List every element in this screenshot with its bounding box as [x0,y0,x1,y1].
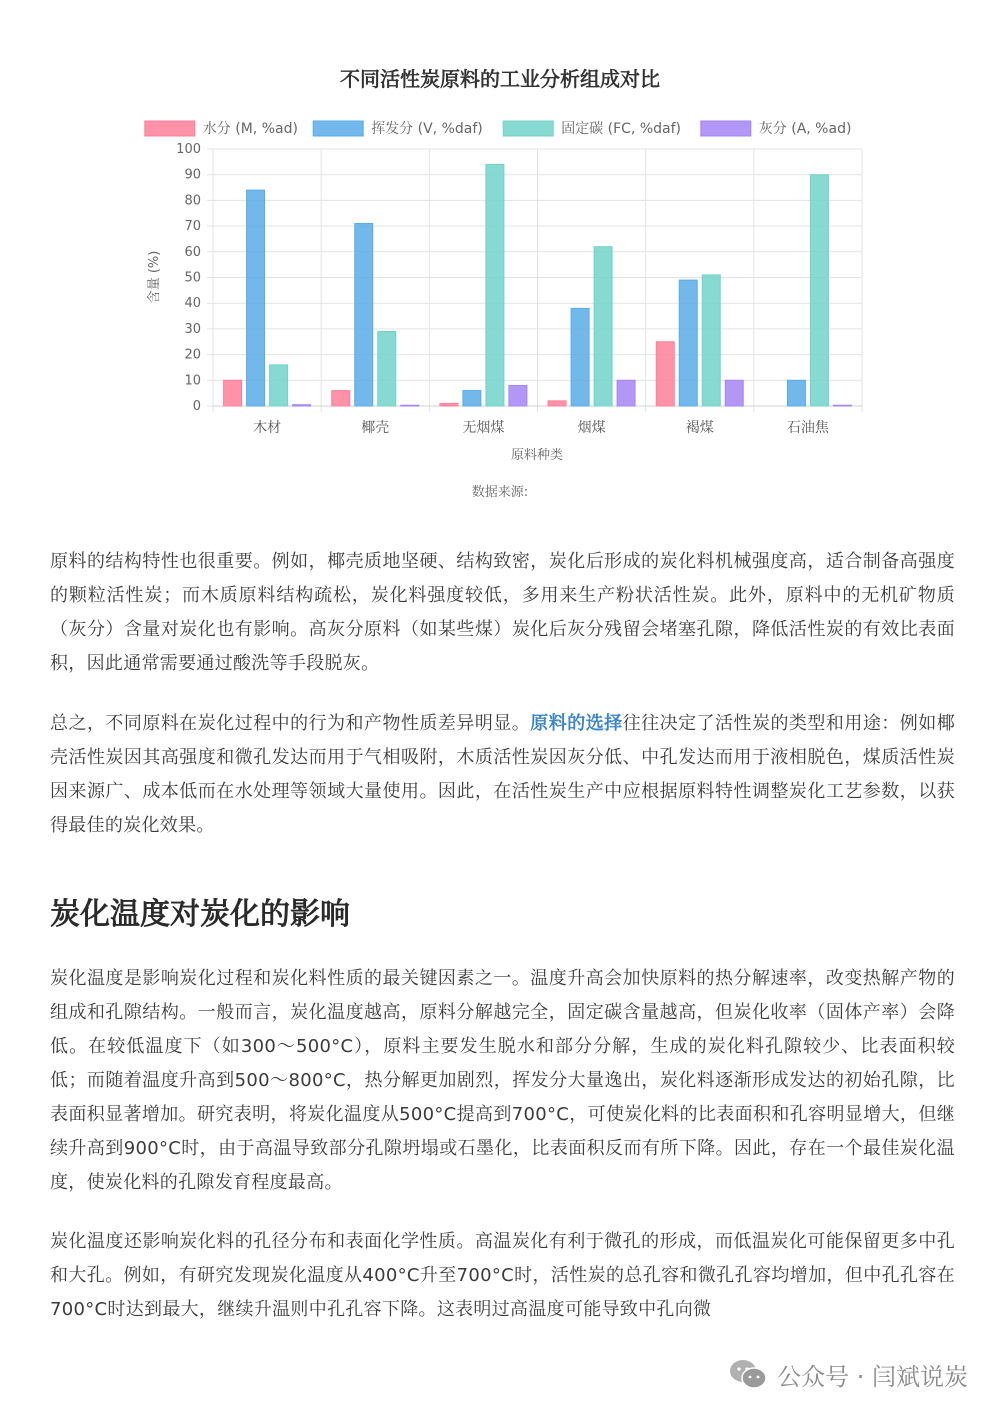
x-tick-label: 石油焦 [786,420,829,436]
bar-0-2 [270,365,288,406]
chart-title: 不同活性炭原料的工业分析组成对比 [340,67,660,91]
y-tick-label: 30 [184,321,201,337]
y-tick-label: 100 [176,142,201,157]
legend-swatch [145,121,195,136]
legend-swatch [503,121,553,136]
x-tick-label: 木材 [253,420,282,436]
y-tick-label: 10 [184,373,201,389]
chart-legend [145,120,852,137]
wechat-watermark [721,1356,968,1392]
x-tick-label: 烟煤 [577,420,606,436]
bar-1-1 [355,224,373,406]
summary-text-after: 往往决定了活性炭的类型和用途：例如椰壳活性炭因其高强度和微孔发达而用于气相吸附，木质活性炭因灰分低、中孔发达而用于液相脱色，煤质活性炭因来源广、成本低而在水处理等领域大量使用。因此，在活性炭生产中应根据原料特性调整炭化工艺参数，以获得最佳的炭化效果。 [50,713,956,836]
y-axis-label: 含量 (%) [147,250,162,304]
bar-3-1 [571,308,589,406]
legend-label: 挥发分 (V, %daf) [371,121,483,137]
bar-0-0 [224,380,242,406]
bar-4-1 [679,280,697,406]
legend-label: 水分 (M, %ad) [202,121,298,137]
legend-label: 固定碳 (FC, %daf) [561,121,682,137]
bar-3-0 [548,401,566,406]
bar-2-0 [440,403,458,406]
chart-grid [207,149,862,412]
x-tick-label: 褐煤 [685,420,714,436]
bar-0-1 [247,190,265,406]
bar-0-3 [293,405,311,406]
summary-text-before: 总之，不同原料在炭化过程中的行为和产物性质差异明显。 [50,713,531,734]
bar-1-0 [332,391,350,406]
watermark-text: 公众号 · 闫斌说炭 [777,1362,968,1391]
paragraph-temperature-effect: 炭化温度是影响炭化过程和炭化料性质的最关键因素之一。温度升高会加快原料的热分解速率，改变热解产物的组成和孔隙结构。一般而言，炭化温度越高，原料分解越完全，固定碳含量越高，但炭化收率（固体产率）会降低。在较低温度下（如300～500°C），原料主要发生脱水和部分分解，生成的炭化料孔隙较少、比表面积较低；而随着温度升高到500～800°C，热分解更加剧烈，挥发分大量逸出，炭化料逐渐形成发达的初始孔隙，比表面积显著增加。研究表明，将炭化温度从500°C提高到700°C，可使炭化料的比表面积和孔容明显增大，但继续升高到900°C时，由于高温导致部分孔隙坍塌或石墨化，比表面积反而有所下降。因此，存在一个最佳炭化温度，使炭化料的孔隙发育程度最高。 [50,968,955,1193]
y-tick-label: 80 [184,193,201,209]
y-tick-label: 90 [184,167,201,183]
y-tick-label: 60 [184,244,201,260]
highlight-material-selection: 原料的选择 [530,713,623,734]
paragraph-summary [50,707,955,843]
x-axis-ticks [253,419,830,436]
bar-5-1 [787,380,805,406]
bar-4-0 [656,342,674,406]
paragraph-material-structure: 原料的结构特性也很重要。例如，椰壳质地坚硬、结构致密，炭化后形成的炭化料机械强度高，适合制备高强度的颗粒活性炭；而木质原料结构疏松，炭化料强度较低，多用来生产粉状活性炭。此外，原料中的无机矿物质（灰分）含量对炭化也有影响。高灰分原料（如某些煤）炭化后灰分残留会堵塞孔隙，降低活性炭的有效比表面积，因此通常需要通过酸洗等手段脱灰。 [50,551,955,674]
chart-source: 数据来源: [471,485,529,500]
bar-5-3 [833,405,851,406]
bar-5-2 [810,175,828,406]
bar-1-3 [401,405,419,406]
legend-swatch [701,121,751,136]
bar-3-3 [617,380,635,406]
paragraph-pore-distribution: 炭化温度还影响炭化料的孔径分布和表面化学性质。高温炭化有利于微孔的形成，而低温炭化可能保留更多中孔和大孔。例如，有研究发现炭化温度从400°C升至700°C时，活性炭的总孔容和微孔孔容均增加，但中孔孔容在700°C时达到最大，继续升温则中孔孔容下降。这表明过高温度可能导致中孔向微 [50,1231,955,1320]
bar-4-3 [725,380,743,406]
bar-4-2 [702,275,720,406]
y-tick-label: 20 [184,347,201,363]
legend-swatch [313,121,363,136]
bar-2-2 [486,164,504,406]
x-axis-label: 原料种类 [510,448,564,463]
y-tick-label: 40 [184,296,201,312]
bar-2-1 [463,391,481,406]
y-tick-label: 50 [184,270,201,286]
y-tick-label: 70 [184,219,201,235]
y-axis-ticks [176,142,201,414]
legend-label: 灰分 (A, %ad) [758,121,852,137]
section-heading: 炭化温度对炭化的影响 [50,897,350,932]
bar-chart [0,0,1000,520]
wechat-icon [729,1358,767,1390]
bar-2-3 [509,385,527,406]
x-tick-label: 椰壳 [361,420,390,436]
y-tick-label: 0 [192,399,201,414]
bar-1-2 [378,331,396,406]
bar-3-2 [594,247,612,406]
x-tick-label: 无烟煤 [462,420,505,436]
